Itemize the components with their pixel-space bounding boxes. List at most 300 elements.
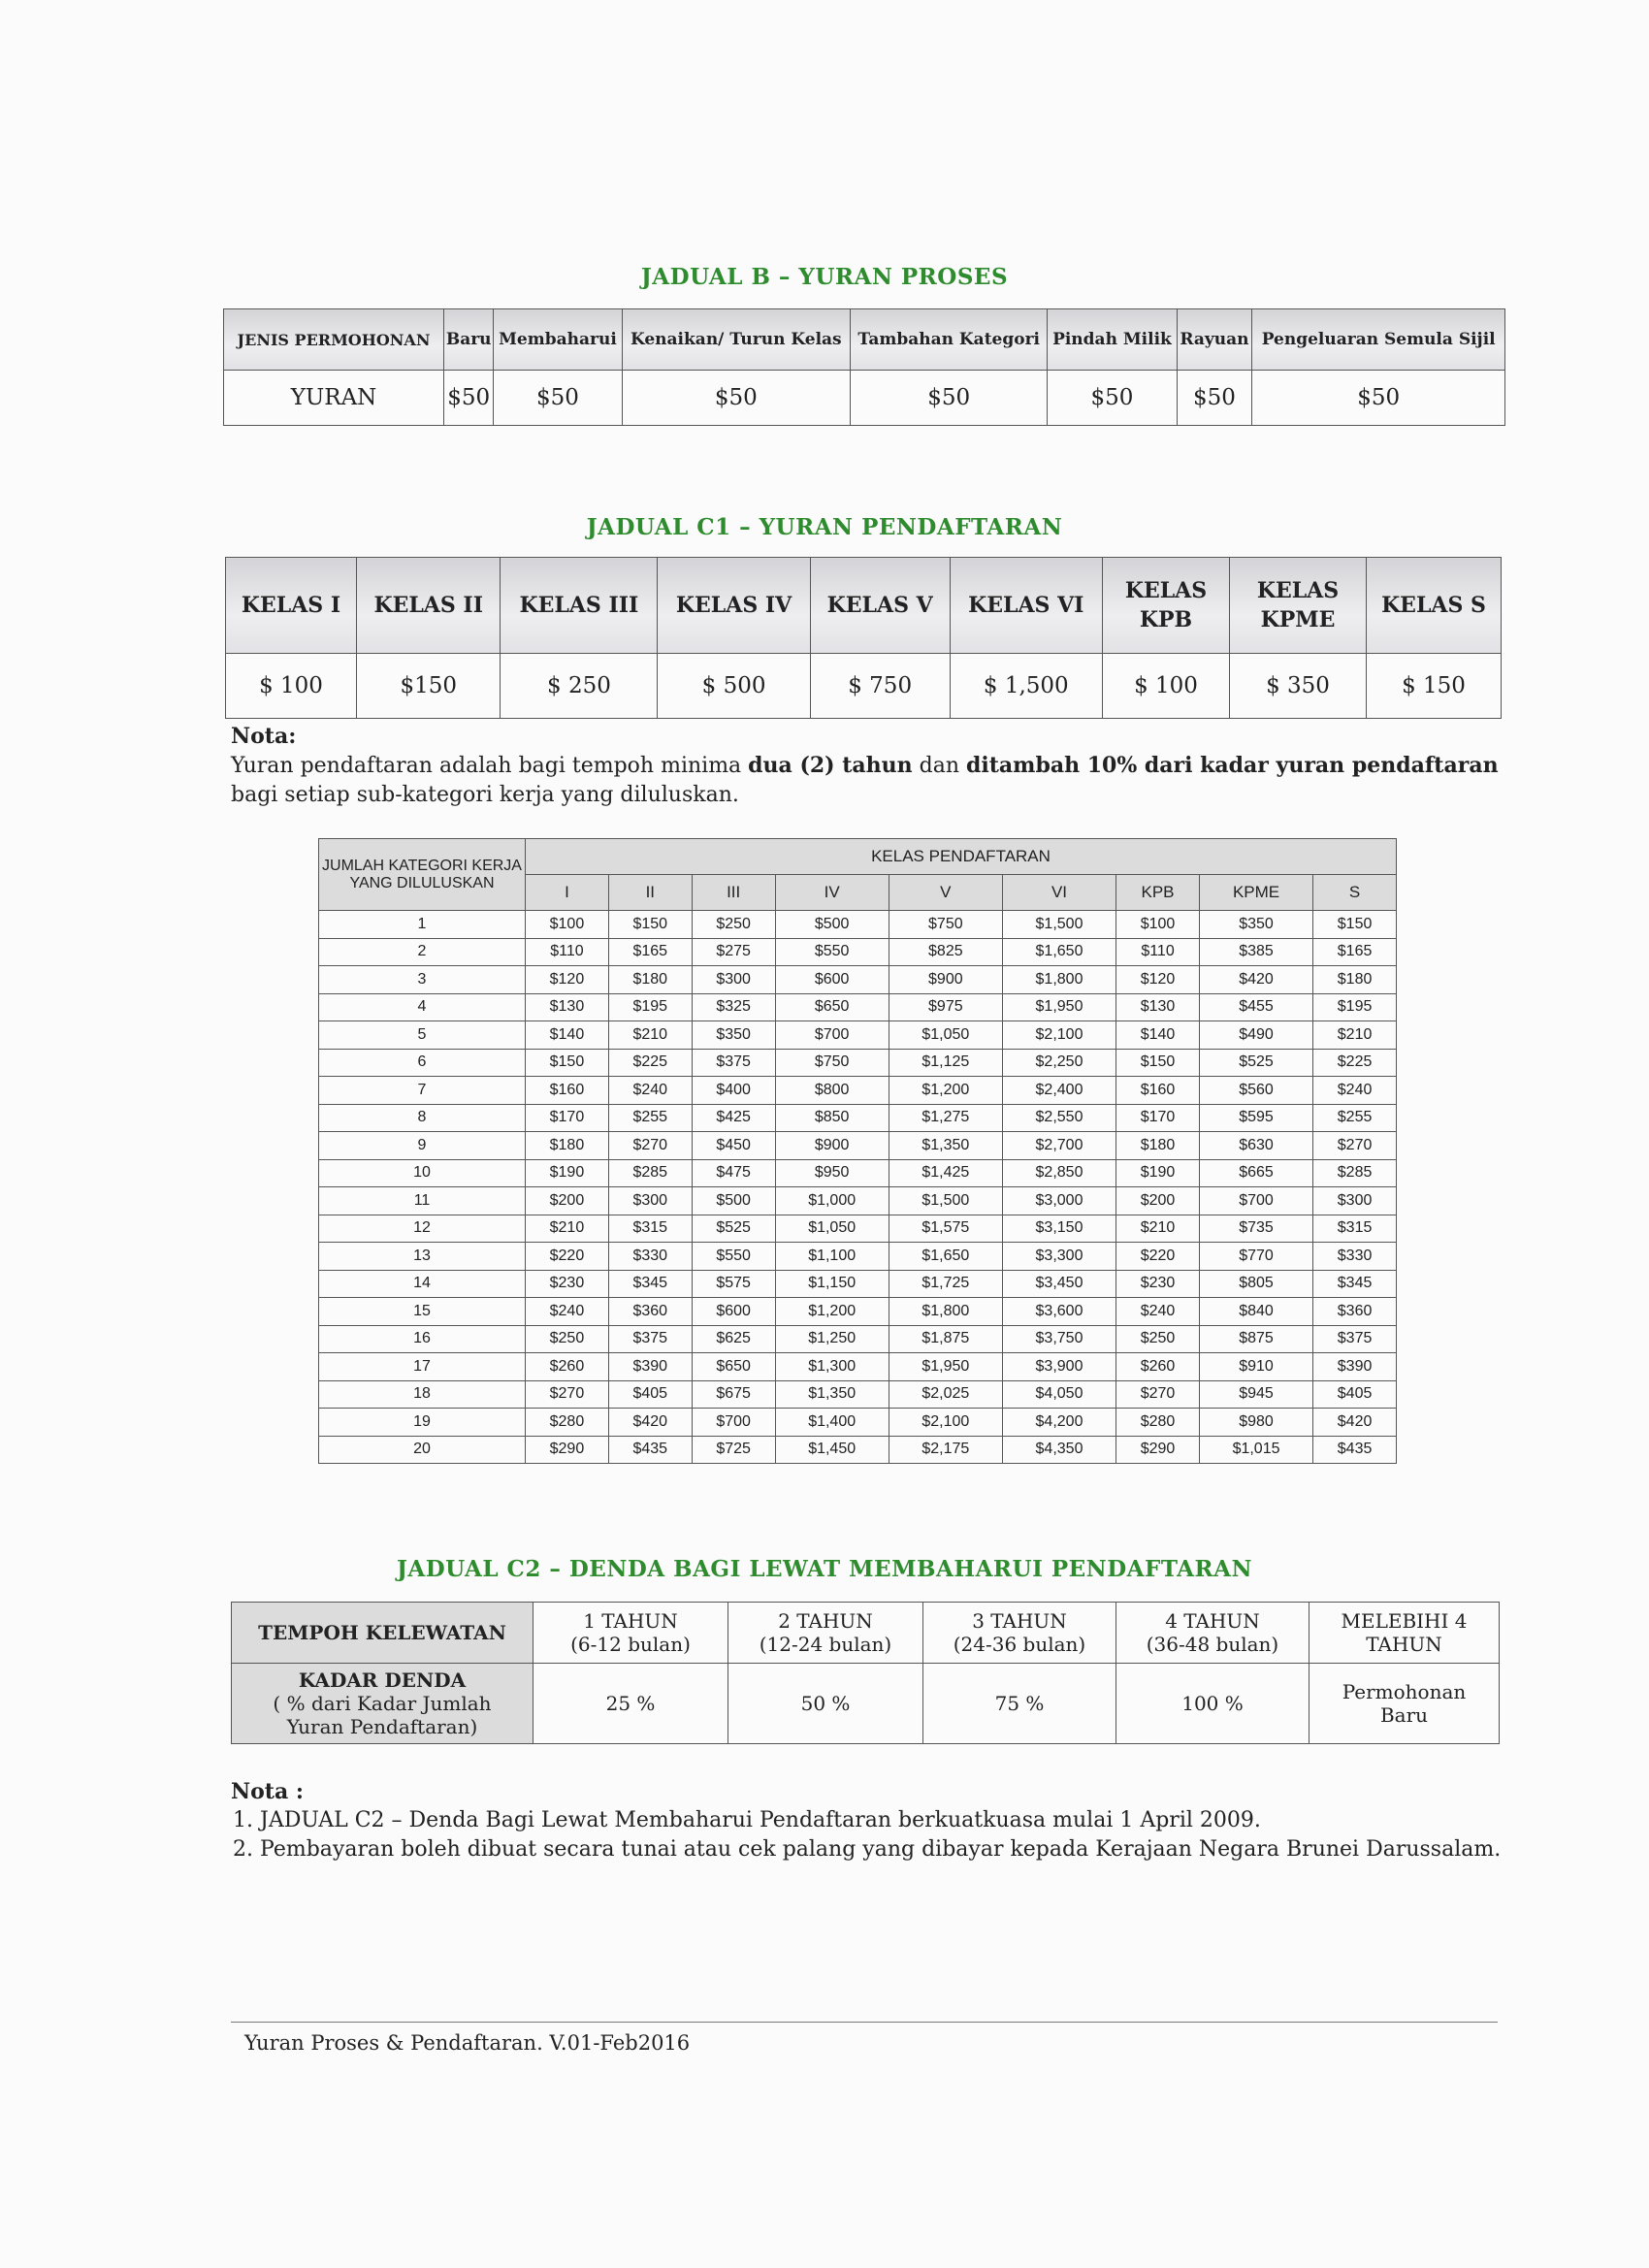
row-index: 20 (319, 1436, 526, 1464)
cell: $170 (526, 1104, 609, 1132)
cell: $500 (692, 1187, 775, 1215)
cell: $1,015 (1199, 1436, 1312, 1464)
table-header-row (224, 309, 1505, 371)
cell: $190 (1116, 1159, 1200, 1187)
row-index: 1 (319, 911, 526, 939)
cell: $ 100 (226, 654, 357, 719)
cell: $3,450 (1002, 1270, 1116, 1298)
cell: 50 % (728, 1664, 923, 1744)
cell: $200 (526, 1187, 609, 1215)
cell: $600 (692, 1298, 775, 1326)
col-header: KELAS KPB (1103, 558, 1230, 654)
cell: $2,100 (1002, 1021, 1116, 1050)
cell: $1,575 (889, 1215, 1002, 1243)
row-index: 19 (319, 1409, 526, 1437)
col-header: Tambahan Kategori (851, 309, 1048, 371)
cell: $150 (1313, 911, 1397, 939)
cell: $2,100 (889, 1409, 1002, 1437)
col-header: VI (1002, 875, 1116, 911)
cell: $250 (526, 1325, 609, 1353)
col-header: Pengeluaran Semula Sijil (1252, 309, 1505, 371)
cell: $4,050 (1002, 1380, 1116, 1409)
row-index: 3 (319, 966, 526, 994)
cell: $290 (526, 1436, 609, 1464)
col-header: KELAS S (1367, 558, 1502, 654)
cell: $300 (692, 966, 775, 994)
cell: $ 500 (658, 654, 810, 719)
cell: $120 (526, 966, 609, 994)
table-row (226, 654, 1502, 719)
cell: $270 (1313, 1132, 1397, 1160)
cell: $420 (608, 1409, 692, 1437)
cell: $950 (775, 1159, 889, 1187)
nota-2-title: Nota : (231, 1779, 304, 1804)
cell: $345 (608, 1270, 692, 1298)
table-row (224, 371, 1505, 426)
row-index: 14 (319, 1270, 526, 1298)
row-index: 6 (319, 1049, 526, 1077)
cell: $1,725 (889, 1270, 1002, 1298)
cell: $375 (692, 1049, 775, 1077)
cell: $2,850 (1002, 1159, 1116, 1187)
corner-header: JUMLAH KATEGORI KERJA YANG DILULUSKAN (319, 839, 526, 911)
cell: $770 (1199, 1243, 1312, 1271)
cell: $390 (608, 1353, 692, 1381)
cell: $800 (775, 1077, 889, 1105)
cell: $270 (1116, 1380, 1200, 1409)
cell: $2,400 (1002, 1077, 1116, 1105)
col-header: JENIS PERMOHONAN (224, 309, 444, 371)
col-header: Membaharui (494, 309, 622, 371)
cell: $980 (1199, 1409, 1312, 1437)
cell: $190 (526, 1159, 609, 1187)
cell: $575 (692, 1270, 775, 1298)
text-span: dan (912, 754, 967, 778)
cell: $ 750 (810, 654, 950, 719)
cell: $900 (889, 966, 1002, 994)
footer-text: Yuran Proses & Pendaftaran. V.01-Feb2016 (244, 2031, 691, 2055)
col-header: IV (775, 875, 889, 911)
table-body (319, 911, 1397, 1464)
header-sub: (6-12 bulan) (570, 1633, 691, 1656)
header-sub: (24-36 bulan) (953, 1633, 1086, 1656)
cell: YURAN (224, 371, 444, 426)
table-row (319, 938, 1397, 966)
cell: $665 (1199, 1159, 1312, 1187)
header-main: 2 TAHUN (778, 1609, 873, 1633)
cell: $3,600 (1002, 1298, 1116, 1326)
list-item: 1. JADUAL C2 – Denda Bagi Lewat Membaharui Pendaftaran berkuatkuasa mulai 1 April 2009. (260, 1806, 1501, 1835)
cell: $50 (444, 371, 494, 426)
cell: $240 (1116, 1298, 1200, 1326)
header-main: 1 TAHUN (583, 1609, 678, 1633)
cell: $1,875 (889, 1325, 1002, 1353)
nota-2-list (231, 1806, 1501, 1864)
cell: 75 % (923, 1664, 1116, 1744)
row-index: 7 (319, 1077, 526, 1105)
col-header: KELAS I (226, 558, 357, 654)
cell: $1,400 (775, 1409, 889, 1437)
cell: $150 (1116, 1049, 1200, 1077)
cell: $1,275 (889, 1104, 1002, 1132)
cell: $1,800 (1002, 966, 1116, 994)
row-index: 17 (319, 1353, 526, 1381)
header-main: 4 TAHUN (1165, 1609, 1260, 1633)
cell: $1,200 (775, 1298, 889, 1326)
cell-text: Permohonan Baru (1342, 1680, 1467, 1727)
cell: $180 (608, 966, 692, 994)
cell: $315 (1313, 1215, 1397, 1243)
cell: $850 (775, 1104, 889, 1132)
col-header: KPB (1116, 875, 1200, 911)
cell: $210 (1116, 1215, 1200, 1243)
table-row (319, 1187, 1397, 1215)
cell: $1,000 (775, 1187, 889, 1215)
footer-divider (231, 2022, 1498, 2023)
nota-1 (231, 722, 1511, 810)
cell: $270 (608, 1132, 692, 1160)
row-index: 10 (319, 1159, 526, 1187)
table-row (319, 966, 1397, 994)
cell: $230 (526, 1270, 609, 1298)
cell: $300 (1313, 1187, 1397, 1215)
cell: $210 (1313, 1021, 1397, 1050)
cell: $50 (1177, 371, 1252, 426)
cell: $330 (1313, 1243, 1397, 1271)
col-header: KELAS V (810, 558, 950, 654)
cell: $1,950 (889, 1353, 1002, 1381)
cell: $285 (608, 1159, 692, 1187)
cell: $750 (775, 1049, 889, 1077)
cell: $375 (1313, 1325, 1397, 1353)
table-row (319, 1353, 1397, 1381)
header-main: 3 TAHUN (972, 1609, 1067, 1633)
cell: $975 (889, 993, 1002, 1021)
cell: $1,050 (775, 1215, 889, 1243)
cell: $1,350 (775, 1380, 889, 1409)
jadual-c1-table (225, 557, 1502, 719)
table-row (319, 911, 1397, 939)
cell: $345 (1313, 1270, 1397, 1298)
cell: $200 (1116, 1187, 1200, 1215)
row-index: 9 (319, 1132, 526, 1160)
cell: $165 (1313, 938, 1397, 966)
table-header-row (226, 558, 1502, 654)
cell: $3,300 (1002, 1243, 1116, 1271)
cell: $225 (608, 1049, 692, 1077)
table-row (319, 1380, 1397, 1409)
cell: $1,200 (889, 1077, 1002, 1105)
cell: $ 100 (1103, 654, 1230, 719)
cell: $300 (608, 1187, 692, 1215)
text-span: Yuran pendaftaran adalah bagi tempoh minima (231, 754, 749, 778)
table-row (319, 1325, 1397, 1353)
row-label (232, 1664, 534, 1744)
table-row (319, 1104, 1397, 1132)
cell: $650 (775, 993, 889, 1021)
cell: $2,250 (1002, 1049, 1116, 1077)
cell: $350 (692, 1021, 775, 1050)
cell: $ 250 (501, 654, 658, 719)
cell: $600 (775, 966, 889, 994)
cell: $875 (1199, 1325, 1312, 1353)
cell: $805 (1199, 1270, 1312, 1298)
cell: $490 (1199, 1021, 1312, 1050)
cell: $50 (622, 371, 851, 426)
table-row (319, 1077, 1397, 1105)
cell: $550 (775, 938, 889, 966)
cell: $525 (1199, 1049, 1312, 1077)
col-header: KELAS II (357, 558, 501, 654)
table-row (319, 1270, 1397, 1298)
cell: $260 (1116, 1353, 1200, 1381)
cell: $150 (357, 654, 501, 719)
table-row (319, 1159, 1397, 1187)
table-header-row (232, 1603, 1500, 1664)
table-row (232, 1664, 1500, 1744)
col-header: Kenaikan/ Turun Kelas (622, 309, 851, 371)
cell: $405 (1313, 1380, 1397, 1409)
cell: $100 (526, 911, 609, 939)
row-index: 5 (319, 1021, 526, 1050)
row-label-sub: ( % dari Kadar Jumlah Yuran Pendaftaran) (273, 1692, 492, 1738)
cell: $50 (1252, 371, 1505, 426)
row-label-main: KADAR DENDA (298, 1669, 467, 1692)
cell: $500 (775, 911, 889, 939)
cell: $255 (608, 1104, 692, 1132)
cell: $400 (692, 1077, 775, 1105)
cell: $1,425 (889, 1159, 1002, 1187)
cell: $735 (1199, 1215, 1312, 1243)
nota-1-title: Nota: (231, 724, 297, 749)
cell: $150 (526, 1049, 609, 1077)
cell: $195 (1313, 993, 1397, 1021)
cell: $ 150 (1367, 654, 1502, 719)
cell: $700 (1199, 1187, 1312, 1215)
cell: $1,350 (889, 1132, 1002, 1160)
cell: $4,350 (1002, 1436, 1116, 1464)
col-header (923, 1603, 1116, 1664)
cell: $1,100 (775, 1243, 889, 1271)
cell (1310, 1664, 1500, 1744)
col-header: KELAS III (501, 558, 658, 654)
cell: $425 (692, 1104, 775, 1132)
row-index: 16 (319, 1325, 526, 1353)
cell: $315 (608, 1215, 692, 1243)
cell: $1,650 (889, 1243, 1002, 1271)
cell: $160 (1116, 1077, 1200, 1105)
table-row (319, 1298, 1397, 1326)
cell: $675 (692, 1380, 775, 1409)
col-header: III (692, 875, 775, 911)
nota-2 (231, 1777, 1501, 1864)
cell: $110 (526, 938, 609, 966)
cell: $330 (608, 1243, 692, 1271)
nota-1-text (231, 751, 1511, 810)
cell: $ 1,500 (950, 654, 1102, 719)
cell: $230 (1116, 1270, 1200, 1298)
cell: $1,150 (775, 1270, 889, 1298)
row-index: 12 (319, 1215, 526, 1243)
cell: $360 (608, 1298, 692, 1326)
col-header (1310, 1603, 1500, 1664)
cell: $140 (1116, 1021, 1200, 1050)
cell: $435 (608, 1436, 692, 1464)
table-row (319, 1021, 1397, 1050)
cell: $700 (775, 1021, 889, 1050)
cell: $375 (608, 1325, 692, 1353)
cell: $50 (851, 371, 1048, 426)
cell: $1,650 (1002, 938, 1116, 966)
cell: $110 (1116, 938, 1200, 966)
cell: $285 (1313, 1159, 1397, 1187)
cell: $210 (526, 1215, 609, 1243)
cell: $700 (692, 1409, 775, 1437)
cell: $900 (775, 1132, 889, 1160)
col-header: Pindah Milik (1048, 309, 1177, 371)
cell: $275 (692, 938, 775, 966)
cell: $360 (1313, 1298, 1397, 1326)
col-header: KELAS KPME (1230, 558, 1367, 654)
cell: $455 (1199, 993, 1312, 1021)
cell: $1,450 (775, 1436, 889, 1464)
col-header: KPME (1199, 875, 1312, 911)
table-row (319, 1436, 1397, 1464)
row-index: 13 (319, 1243, 526, 1271)
cell: $260 (526, 1353, 609, 1381)
cell: $3,900 (1002, 1353, 1116, 1381)
cell: $350 (1199, 911, 1312, 939)
cell: $630 (1199, 1132, 1312, 1160)
cell: $420 (1313, 1409, 1397, 1437)
table-row (319, 1243, 1397, 1271)
cell: $435 (1313, 1436, 1397, 1464)
cell: $2,700 (1002, 1132, 1116, 1160)
cell: $2,175 (889, 1436, 1002, 1464)
cell: $1,800 (889, 1298, 1002, 1326)
cell: $550 (692, 1243, 775, 1271)
table-row (319, 1132, 1397, 1160)
cell: $210 (608, 1021, 692, 1050)
row-index: 15 (319, 1298, 526, 1326)
cell: $180 (1313, 966, 1397, 994)
cell: $1,250 (775, 1325, 889, 1353)
row-index: 8 (319, 1104, 526, 1132)
cell: 25 % (534, 1664, 728, 1744)
cell: $525 (692, 1215, 775, 1243)
cell: $240 (1313, 1077, 1397, 1105)
cell: $595 (1199, 1104, 1312, 1132)
row-index: 2 (319, 938, 526, 966)
cell: $160 (526, 1077, 609, 1105)
cell: $450 (692, 1132, 775, 1160)
col-header: S (1313, 875, 1397, 911)
jadual-b-table (223, 308, 1505, 426)
cell: $625 (692, 1325, 775, 1353)
cell: $2,550 (1002, 1104, 1116, 1132)
cell: $1,300 (775, 1353, 889, 1381)
cell: $1,050 (889, 1021, 1002, 1050)
cell: $100 (1116, 911, 1200, 939)
col-header: KELAS IV (658, 558, 810, 654)
jadual-c1-title: JADUAL C1 – YURAN PENDAFTARAN (586, 514, 1063, 540)
cell: $3,750 (1002, 1325, 1116, 1353)
cell: $1,500 (889, 1187, 1002, 1215)
cell: $1,950 (1002, 993, 1116, 1021)
cell: $750 (889, 911, 1002, 939)
kelas-pendaftaran-table (318, 838, 1397, 1464)
group-header: KELAS PENDAFTARAN (526, 839, 1397, 875)
row-index: 18 (319, 1380, 526, 1409)
cell: $650 (692, 1353, 775, 1381)
cell: $475 (692, 1159, 775, 1187)
cell: $725 (692, 1436, 775, 1464)
cell: $220 (1116, 1243, 1200, 1271)
cell: $250 (1116, 1325, 1200, 1353)
table-header-row (319, 839, 1397, 875)
cell: $120 (1116, 966, 1200, 994)
col-header (534, 1603, 728, 1664)
col-header: V (889, 875, 1002, 911)
cell: $50 (494, 371, 622, 426)
text-span: bagi setiap sub-kategori kerja yang diluluskan. (231, 783, 739, 807)
cell: $3,150 (1002, 1215, 1116, 1243)
cell: $390 (1313, 1353, 1397, 1381)
cell: $560 (1199, 1077, 1312, 1105)
cell: $255 (1313, 1104, 1397, 1132)
corner-header: TEMPOH KELEWATAN (232, 1603, 534, 1664)
row-index: 11 (319, 1187, 526, 1215)
bold-span: ditambah 10% dari kadar yuran pendaftaran (966, 753, 1499, 778)
header-main: MELEBIHI 4 TAHUN (1341, 1609, 1468, 1656)
col-header: Baru (444, 309, 494, 371)
cell: $2,025 (889, 1380, 1002, 1409)
cell: $240 (526, 1298, 609, 1326)
cell: $50 (1048, 371, 1177, 426)
col-header: Rayuan (1177, 309, 1252, 371)
cell: $945 (1199, 1380, 1312, 1409)
table-row (319, 1049, 1397, 1077)
list-item: 2. Pembayaran boleh dibuat secara tunai atau cek palang yang dibayar kepada Kerajaan Negara Brunei Darussalam. (260, 1835, 1501, 1864)
header-sub: (36-48 bulan) (1146, 1633, 1279, 1656)
cell: $910 (1199, 1353, 1312, 1381)
cell: $3,000 (1002, 1187, 1116, 1215)
jadual-c2-table (231, 1602, 1500, 1744)
cell: $825 (889, 938, 1002, 966)
cell: $280 (526, 1409, 609, 1437)
col-header: I (526, 875, 609, 911)
row-index: 4 (319, 993, 526, 1021)
cell: $220 (526, 1243, 609, 1271)
col-header: KELAS VI (950, 558, 1102, 654)
cell: $225 (1313, 1049, 1397, 1077)
table-row (319, 1409, 1397, 1437)
cell: $195 (608, 993, 692, 1021)
cell: $ 350 (1230, 654, 1367, 719)
col-header (728, 1603, 923, 1664)
cell: $150 (608, 911, 692, 939)
cell: $130 (1116, 993, 1200, 1021)
col-header (1116, 1603, 1310, 1664)
cell: $250 (692, 911, 775, 939)
cell: $1,125 (889, 1049, 1002, 1077)
cell: 100 % (1116, 1664, 1310, 1744)
cell: $270 (526, 1380, 609, 1409)
cell: $385 (1199, 938, 1312, 966)
cell: $280 (1116, 1409, 1200, 1437)
cell: $165 (608, 938, 692, 966)
table-row (319, 1215, 1397, 1243)
